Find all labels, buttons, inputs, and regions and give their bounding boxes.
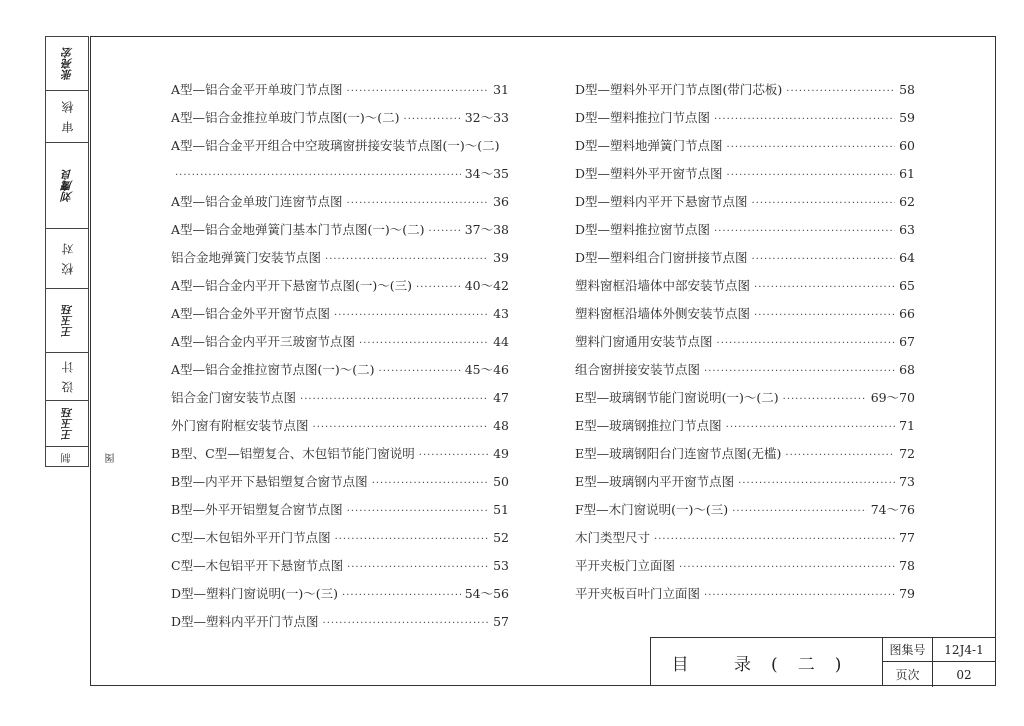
toc-entry[interactable]: A型—铝合金地弹簧门基本门节点图(一)～(二) ····· 37～38 [171,220,509,238]
toc-entry[interactable]: A型—铝合金外平开窗节点图 ····· 43 [171,304,509,322]
drafting-label: 制 图 [62,451,117,464]
title-block [650,637,996,686]
toc-entry[interactable]: D型—塑料内平开下悬窗节点图 ····· 62 [575,192,915,210]
sidebar-cell-drafter-name [46,401,88,447]
toc-entry[interactable]: D型—塑料外平开窗节点图 ····· 61 [575,164,915,182]
toc-entry[interactable]: 外门窗有附框安装节点图 ····· 48 [171,416,509,434]
toc-entry[interactable]: 塑料窗框沿墙体中部安装节点图 ····· 65 [575,276,915,294]
check-label: 校 对 [61,241,75,276]
toc-entry[interactable]: B型、C型—铝塑复合、木包铝节能门窗说明 ····· 49 [171,444,509,462]
sheet-title: 目 录(二) [651,638,883,686]
toc-entry[interactable]: 组合窗拼接安装节点图 ····· 68 [575,360,915,378]
design-label: 设 计 [61,359,75,394]
toc-entry[interactable]: C型—木包铝平开下悬窗节点图 ····· 53 [171,556,509,574]
atlas-number-label: 图集号 [883,638,933,662]
toc-entry[interactable]: 塑料窗框沿墙体外侧安装节点图 ····· 66 [575,304,915,322]
toc-entry[interactable]: A型—铝合金内平开下悬窗节点图(一)～(三) ····· 40～42 [171,276,509,294]
toc-entry[interactable]: D型—塑料推拉窗节点图 ····· 63 [575,220,915,238]
page-value: 02 [956,667,972,682]
toc-entry[interactable]: 塑料门窗通用安装节点图 ····· 67 [575,332,915,350]
toc-entry[interactable]: E型—玻璃钢阳台门连窗节点图(无槛) ····· 72 [575,444,915,462]
reviewer-name: 张亮宏 [61,47,74,80]
toc-entry[interactable]: C型—木包铝外平开门节点图 ····· 52 [171,528,509,546]
toc-entry[interactable]: D型—塑料组合门窗拼接节点图 ····· 64 [575,248,915,266]
toc-entry[interactable]: B型—外平开铝塑复合窗节点图 ····· 51 [171,500,509,518]
toc-entry-continuation[interactable]: ····· 34～35 [171,164,509,182]
signature-sidebar [45,36,117,467]
toc-entry[interactable]: D型—塑料地弹簧门节点图 ····· 60 [575,136,915,154]
sidebar-cell-design [46,353,88,401]
toc-entry[interactable]: E型—玻璃钢内平开窗节点图 ····· 73 [575,472,915,490]
toc-entry[interactable]: 平开夹板百叶门立面图 ····· 79 [575,584,915,602]
toc-entry[interactable]: A型—铝合金内平开三玻窗节点图 ····· 44 [171,332,509,350]
sidebar-cell-reviewer-name [46,37,88,91]
toc-entry[interactable]: E型—玻璃钢推拉门节点图 ····· 71 [575,416,915,434]
toc-entry[interactable]: 木门类型尺寸 ····· 77 [575,528,915,546]
toc-entry[interactable]: D型—塑料推拉门节点图 ····· 59 [575,108,915,126]
toc-entry[interactable]: B型—内平开下悬铝塑复合窗节点图 ····· 50 [171,472,509,490]
toc-entry[interactable]: D型—塑料内平开门节点图 ····· 57 [171,612,509,630]
sidebar-cell-checker-name [46,143,88,229]
sidebar-cell-designer-name [46,289,88,353]
toc-entry[interactable]: D型—塑料门窗说明(一)～(三) ····· 54～56 [171,584,509,602]
toc-entry[interactable]: A型—铝合金平开组合中空玻璃窗拼接安装节点图(一)～(二) [171,138,500,153]
toc-entry[interactable]: 铝合金门窗安装节点图 ····· 47 [171,388,509,406]
toc-entry[interactable]: 铝合金地弹簧门安装节点图 ····· 39 [171,248,509,266]
toc-entry[interactable]: E型—玻璃钢节能门窗说明(一)～(二) ····· 69～70 [575,388,915,406]
review-label: 审 核 [61,99,75,134]
toc-entry[interactable]: 平开夹板门立面图 ····· 78 [575,556,915,574]
checker-name: 刘鹰良 [61,169,74,202]
toc-entry[interactable]: D型—塑料外平开门节点图(带门芯板) ····· 58 [575,80,915,98]
toc-entry[interactable]: A型—铝合金推拉单玻门节点图(一)～(二) ····· 32～33 [171,108,509,126]
toc-entry[interactable]: A型—铝合金单玻门连窗节点图 ····· 36 [171,192,509,210]
page-label: 页次 [883,662,933,687]
toc-entry[interactable]: A型—铝合金平开单玻门节点图 ····· 31 [171,80,509,98]
designer-name: 王玉珏 [61,304,74,337]
drafter-name: 王玉珏 [61,407,74,440]
toc-entry[interactable]: A型—铝合金推拉窗节点图(一)～(二) ····· 45～46 [171,360,509,378]
sidebar-cell-check [46,229,88,289]
sidebar-cell-drafting [46,447,117,468]
toc-entry[interactable]: F型—木门窗说明(一)～(三) ····· 74～76 [575,500,915,518]
sidebar-cell-review [46,91,88,143]
atlas-number-value: 12J4-1 [933,638,995,662]
